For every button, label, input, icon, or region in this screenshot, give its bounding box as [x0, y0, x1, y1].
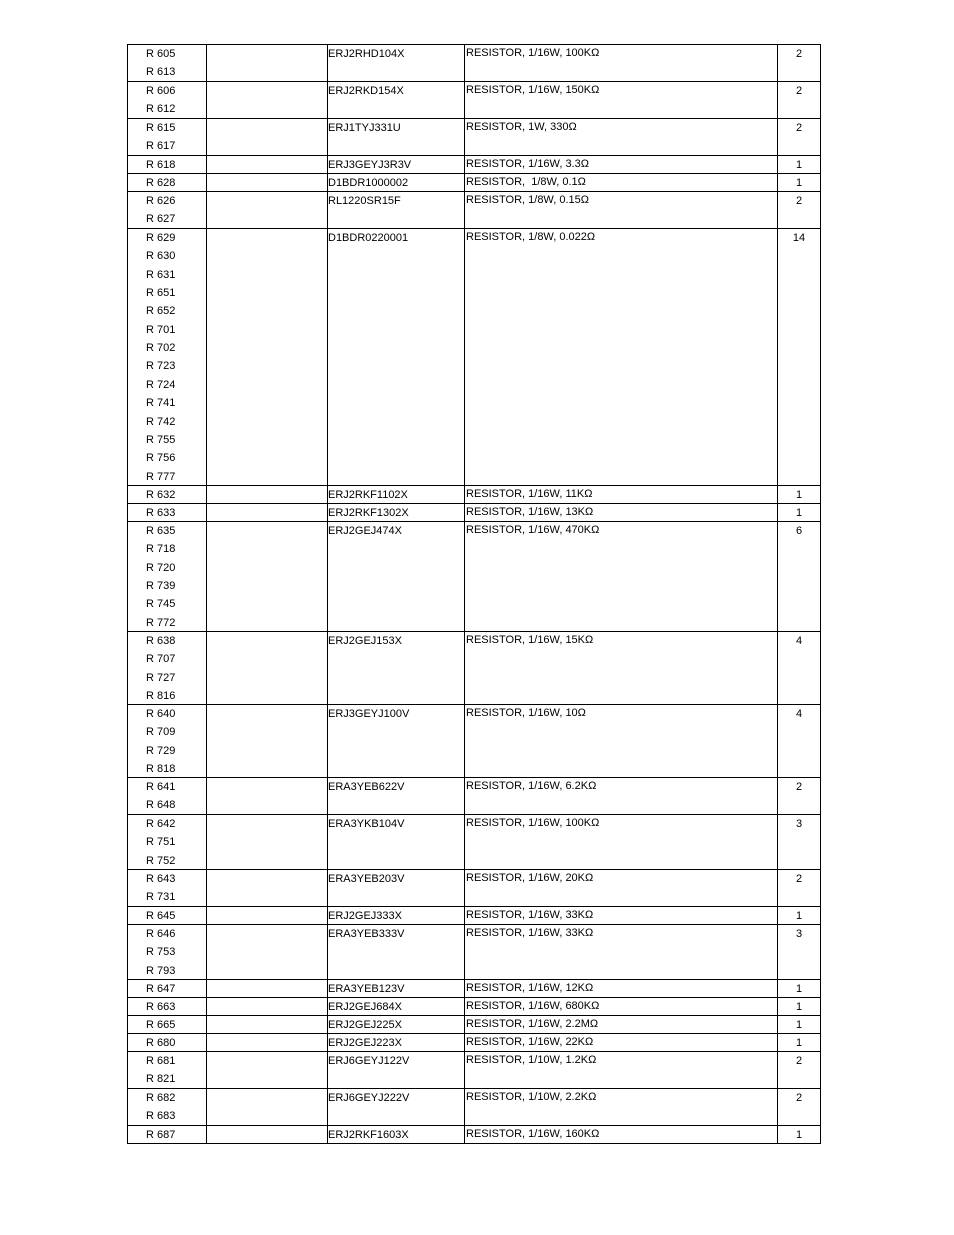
ref-designator: R 618 — [146, 159, 176, 171]
part-number: D1BDR0220001 — [328, 232, 409, 244]
part-number: ERA3YEB333V — [328, 928, 405, 940]
ref-designator: R 720 — [146, 562, 176, 574]
column-divider — [820, 229, 821, 485]
column-divider — [206, 1052, 207, 1088]
ref-designator: R 631 — [146, 269, 176, 281]
ref-designator: R 707 — [146, 653, 176, 665]
ref-designator: R 723 — [146, 360, 176, 372]
column-divider — [464, 192, 465, 228]
quantity: 1 — [795, 1129, 803, 1141]
table-row — [127, 1051, 821, 1088]
column-divider — [127, 119, 128, 155]
quantity: 6 — [795, 525, 803, 537]
table-row — [127, 503, 821, 521]
column-divider — [127, 1126, 128, 1143]
ref-designator: R 724 — [146, 379, 176, 391]
column-divider — [127, 1034, 128, 1051]
quantity: 2 — [795, 781, 803, 793]
quantity: 1 — [795, 1001, 803, 1013]
quantity: 1 — [795, 1019, 803, 1031]
ref-designator: R 652 — [146, 305, 176, 317]
column-divider — [206, 907, 207, 924]
ref-designator: R 612 — [146, 103, 176, 115]
column-divider — [464, 925, 465, 979]
description: RESISTOR, 1/16W, 6.2KΩ — [466, 780, 597, 792]
part-number: ERJ1TYJ331U — [328, 122, 401, 134]
description: RESISTOR, 1/8W, 0.1Ω — [466, 176, 586, 188]
ref-designator: R 755 — [146, 434, 176, 446]
column-divider — [464, 1016, 465, 1033]
description: RESISTOR, 1/16W, 13KΩ — [466, 506, 594, 518]
column-divider — [464, 632, 465, 704]
description: RESISTOR, 1/16W, 470KΩ — [466, 524, 600, 536]
part-number: ERJ2RKD154X — [328, 85, 404, 97]
description: RESISTOR, 1/16W, 33KΩ — [466, 909, 594, 921]
part-number: ERJ2GEJ474X — [328, 525, 402, 537]
column-divider — [464, 174, 465, 191]
ref-designator: R 772 — [146, 617, 176, 629]
ref-designator: R 605 — [146, 48, 176, 60]
column-divider — [127, 45, 128, 81]
quantity: 2 — [795, 85, 803, 97]
ref-designator: R 641 — [146, 781, 176, 793]
column-divider — [464, 522, 465, 631]
ref-designator: R 629 — [146, 232, 176, 244]
part-number: ERJ6GEYJ122V — [328, 1055, 410, 1067]
column-divider — [127, 925, 128, 979]
quantity: 1 — [795, 489, 803, 501]
table-row — [127, 485, 821, 503]
description: RESISTOR, 1/16W, 160KΩ — [466, 1128, 600, 1140]
column-divider — [127, 907, 128, 924]
part-number: ERJ6GEYJ222V — [328, 1092, 410, 1104]
table-row — [127, 997, 821, 1015]
column-divider — [127, 229, 128, 485]
table-row — [127, 1088, 821, 1125]
description: RESISTOR, 1/16W, 100KΩ — [466, 47, 600, 59]
description: RESISTOR, 1/16W, 680KΩ — [466, 1000, 600, 1012]
quantity: 1 — [795, 159, 803, 171]
ref-designator: R 709 — [146, 726, 176, 738]
column-divider — [127, 486, 128, 503]
quantity: 4 — [795, 635, 803, 647]
ref-designator: R 818 — [146, 763, 176, 775]
ref-designator: R 687 — [146, 1129, 176, 1141]
description: RESISTOR, 1/16W, 20KΩ — [466, 872, 594, 884]
description: RESISTOR, 1/8W, 0.15Ω — [466, 194, 589, 206]
description: RESISTOR, 1/16W, 33KΩ — [466, 927, 594, 939]
quantity: 4 — [795, 708, 803, 720]
ref-designator: R 756 — [146, 452, 176, 464]
quantity: 1 — [795, 910, 803, 922]
ref-designator: R 633 — [146, 507, 176, 519]
description: RESISTOR, 1/10W, 2.2KΩ — [466, 1091, 597, 1103]
ref-designator: R 615 — [146, 122, 176, 134]
ref-designator: R 630 — [146, 250, 176, 262]
column-divider — [206, 815, 207, 869]
column-divider — [206, 870, 207, 906]
column-divider — [127, 522, 128, 631]
part-number: ERJ2GEJ223X — [328, 1037, 402, 1049]
column-divider — [206, 486, 207, 503]
column-divider — [206, 174, 207, 191]
ref-designator: R 626 — [146, 195, 176, 207]
column-divider — [206, 82, 207, 118]
ref-designator: R 742 — [146, 416, 176, 428]
column-divider — [127, 815, 128, 869]
column-divider — [206, 1034, 207, 1051]
quantity: 2 — [795, 48, 803, 60]
column-divider — [464, 1126, 465, 1143]
description: RESISTOR, 1/16W, 2.2MΩ — [466, 1018, 599, 1030]
column-divider — [464, 504, 465, 521]
column-divider — [464, 119, 465, 155]
quantity: 2 — [795, 1055, 803, 1067]
ref-designator: R 718 — [146, 543, 176, 555]
ref-designator: R 739 — [146, 580, 176, 592]
ref-designator: R 729 — [146, 745, 176, 757]
part-number: ERA3YEB622V — [328, 781, 405, 793]
ref-designator: R 680 — [146, 1037, 176, 1049]
ref-designator: R 613 — [146, 66, 176, 78]
column-divider — [127, 980, 128, 997]
table-row — [127, 924, 821, 979]
column-divider — [464, 778, 465, 814]
column-divider — [206, 980, 207, 997]
column-divider — [206, 156, 207, 173]
column-divider — [464, 815, 465, 869]
column-divider — [820, 522, 821, 631]
description: RESISTOR, 1/10W, 1.2KΩ — [466, 1054, 597, 1066]
column-divider — [127, 174, 128, 191]
description: RESISTOR, 1/8W, 0.022Ω — [466, 231, 596, 243]
column-divider — [464, 870, 465, 906]
quantity: 2 — [795, 195, 803, 207]
column-divider — [206, 45, 207, 81]
ref-designator: R 665 — [146, 1019, 176, 1031]
description: RESISTOR, 1/16W, 15KΩ — [466, 634, 594, 646]
column-divider — [464, 1052, 465, 1088]
table-row — [127, 521, 821, 631]
part-number: ERA3YKB104V — [328, 818, 405, 830]
column-divider — [127, 632, 128, 704]
column-divider — [206, 1016, 207, 1033]
ref-designator: R 638 — [146, 635, 176, 647]
quantity: 1 — [795, 177, 803, 189]
column-divider — [327, 229, 328, 485]
part-number: ERJ2RHD104X — [328, 48, 405, 60]
column-divider — [206, 925, 207, 979]
quantity: 2 — [795, 1092, 803, 1104]
part-number: ERA3YEB123V — [328, 983, 405, 995]
ref-designator: R 635 — [146, 525, 176, 537]
column-divider — [464, 705, 465, 777]
column-divider — [127, 998, 128, 1015]
description: RESISTOR, 1/16W, 10Ω — [466, 707, 586, 719]
ref-designator: R 647 — [146, 983, 176, 995]
column-divider — [464, 486, 465, 503]
ref-designator: R 643 — [146, 873, 176, 885]
ref-designator: R 816 — [146, 690, 176, 702]
quantity: 3 — [795, 928, 803, 940]
column-divider — [777, 229, 778, 485]
column-divider — [206, 119, 207, 155]
table-row — [127, 906, 821, 924]
column-divider — [464, 998, 465, 1015]
column-divider — [464, 1034, 465, 1051]
ref-designator: R 683 — [146, 1110, 176, 1122]
quantity: 1 — [795, 1037, 803, 1049]
table-row — [127, 1015, 821, 1033]
part-number: ERJ2RKF1603X — [328, 1129, 409, 1141]
column-divider — [206, 504, 207, 521]
table-row — [127, 979, 821, 997]
part-number: ERJ2RKF1102X — [328, 489, 408, 501]
column-divider — [777, 522, 778, 631]
ref-designator: R 632 — [146, 489, 176, 501]
table-row — [127, 173, 821, 191]
description: RESISTOR, 1/16W, 100KΩ — [466, 817, 600, 829]
part-number: ERJ2GEJ333X — [328, 910, 402, 922]
description: RESISTOR, 1W, 330Ω — [466, 121, 577, 133]
column-divider — [127, 156, 128, 173]
ref-designator: R 702 — [146, 342, 176, 354]
part-number: ERJ2GEJ225X — [328, 1019, 402, 1031]
column-divider — [127, 192, 128, 228]
quantity: 1 — [795, 983, 803, 995]
part-number: ERJ2GEJ684X — [328, 1001, 402, 1013]
ref-designator: R 777 — [146, 471, 176, 483]
column-divider — [127, 1089, 128, 1125]
table-row — [127, 81, 821, 118]
column-divider — [127, 82, 128, 118]
column-divider — [206, 1126, 207, 1143]
table-row — [127, 631, 821, 704]
description: RESISTOR, 1/16W, 11KΩ — [466, 488, 593, 500]
ref-designator: R 745 — [146, 598, 176, 610]
quantity: 2 — [795, 122, 803, 134]
quantity: 1 — [795, 507, 803, 519]
column-divider — [127, 1016, 128, 1033]
ref-designator: R 651 — [146, 287, 176, 299]
ref-designator: R 731 — [146, 891, 176, 903]
table-row — [127, 1125, 821, 1143]
column-divider — [464, 229, 465, 485]
column-divider — [464, 1089, 465, 1125]
table-row — [127, 191, 821, 228]
ref-designator: R 617 — [146, 140, 176, 152]
part-number: RL1220SR15F — [328, 195, 401, 207]
quantity: 3 — [795, 818, 803, 830]
column-divider — [464, 45, 465, 81]
column-divider — [206, 705, 207, 777]
table-row — [127, 228, 821, 485]
column-divider — [206, 522, 207, 631]
column-divider — [206, 229, 207, 485]
ref-designator: R 627 — [146, 213, 176, 225]
table-row — [127, 1033, 821, 1051]
column-divider — [127, 705, 128, 777]
column-divider — [206, 1089, 207, 1125]
part-number: ERJ3GEYJ3R3V — [328, 159, 412, 171]
column-divider — [206, 192, 207, 228]
column-divider — [127, 778, 128, 814]
ref-designator: R 640 — [146, 708, 176, 720]
ref-designator: R 642 — [146, 818, 176, 830]
table-row — [127, 704, 821, 777]
part-number: ERA3YEB203V — [328, 873, 405, 885]
column-divider — [127, 1052, 128, 1088]
ref-designator: R 663 — [146, 1001, 176, 1013]
ref-designator: R 821 — [146, 1073, 176, 1085]
ref-designator: R 793 — [146, 965, 176, 977]
ref-designator: R 701 — [146, 324, 176, 336]
table-row — [127, 44, 821, 81]
ref-designator: R 752 — [146, 855, 176, 867]
ref-designator: R 648 — [146, 799, 176, 811]
ref-designator: R 741 — [146, 397, 176, 409]
description: RESISTOR, 1/16W, 12KΩ — [466, 982, 594, 994]
part-number: ERJ2RKF1302X — [328, 507, 409, 519]
column-divider — [464, 156, 465, 173]
column-divider — [127, 870, 128, 906]
table-row — [127, 814, 821, 869]
description: RESISTOR, 1/16W, 150KΩ — [466, 84, 600, 96]
column-divider — [206, 778, 207, 814]
ref-designator: R 606 — [146, 85, 176, 97]
column-divider — [464, 980, 465, 997]
table-row — [127, 118, 821, 155]
ref-designator: R 681 — [146, 1055, 176, 1067]
ref-designator: R 727 — [146, 672, 176, 684]
ref-designator: R 646 — [146, 928, 176, 940]
ref-designator: R 753 — [146, 946, 176, 958]
column-divider — [206, 998, 207, 1015]
column-divider — [327, 522, 328, 631]
table-row — [127, 869, 821, 906]
column-divider — [206, 632, 207, 704]
table-row — [127, 777, 821, 814]
quantity: 14 — [792, 232, 806, 244]
column-divider — [127, 504, 128, 521]
quantity: 2 — [795, 873, 803, 885]
description: RESISTOR, 1/16W, 3.3Ω — [466, 158, 589, 170]
ref-designator: R 751 — [146, 836, 176, 848]
description: RESISTOR, 1/16W, 22KΩ — [466, 1036, 594, 1048]
part-number: D1BDR1000002 — [328, 177, 409, 189]
table-bottom-border — [127, 1143, 821, 1144]
table-row — [127, 155, 821, 173]
column-divider — [464, 82, 465, 118]
column-divider — [464, 907, 465, 924]
ref-designator: R 645 — [146, 910, 176, 922]
ref-designator: R 628 — [146, 177, 176, 189]
part-number: ERJ3GEYJ100V — [328, 708, 410, 720]
ref-designator: R 682 — [146, 1092, 176, 1104]
part-number: ERJ2GEJ153X — [328, 635, 402, 647]
